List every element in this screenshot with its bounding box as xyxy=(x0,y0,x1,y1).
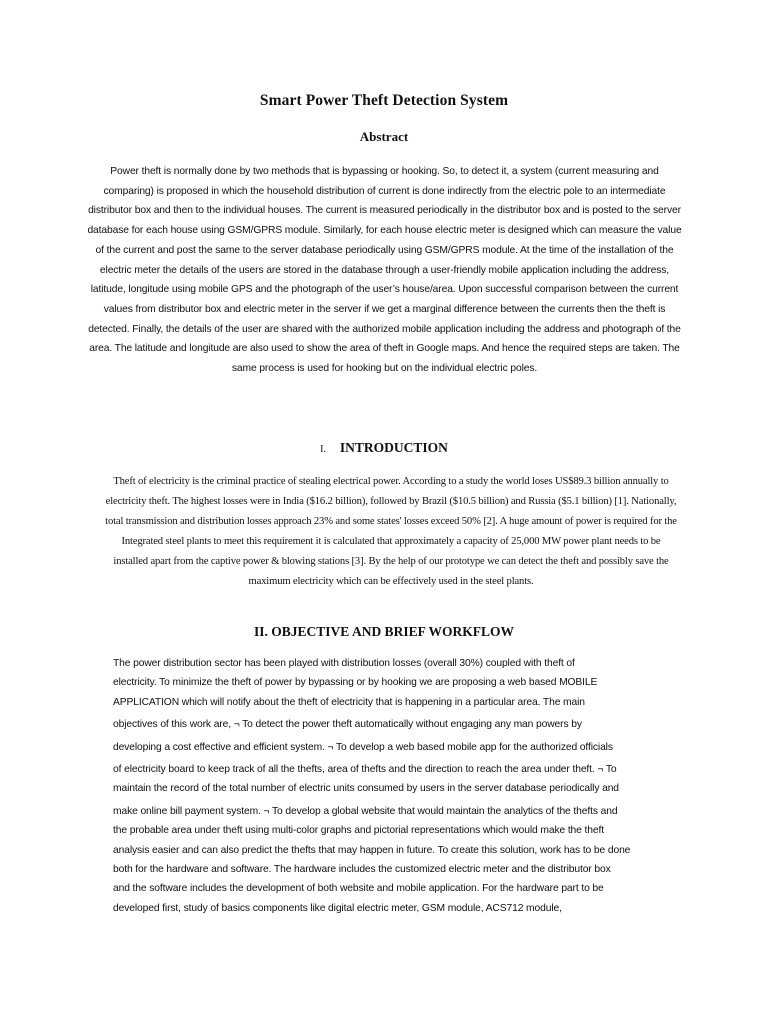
paragraph-line: electricity. To minimize the theft of power by bypassing or by hooking we are proposing a web based MOBILE xyxy=(113,677,598,689)
paragraph-line: APPLICATION which will notify about the theft of electricity that is happening in a particular area. The main xyxy=(113,696,585,708)
objective-heading: II. OBJECTIVE AND BRIEF WORKFLOW xyxy=(254,624,514,639)
paragraph-line: maintain the record of the total number of electric units consumed by users in the server database periodically and xyxy=(113,783,619,795)
paragraph-line: of electricity board to keep track of all the thefts, area of thefts and the direction to reach the area under theft. ¬ To xyxy=(113,764,617,776)
abstract-heading: Abstract xyxy=(359,129,409,144)
objective-paragraph xyxy=(113,654,681,918)
paragraph-line: The power distribution sector has been played with distribution losses (overall 30%) coupled with theft of xyxy=(113,658,575,669)
introduction-paragraph: Theft of electricity is the criminal practice of stealing electrical power. According to a study the world loses US$89.3 billion annually to electricity theft. The highest losses were in India ($16.2 billion), followed by Brazil ($10.5 billion) and Russia ($5.1 billion) [1]. Nationally, total transmission and distribution losses approach 23% and some states' losses exceed 50% [2]. A huge amount of power is required for the Integrated steel plants to meet this requirement it is calculated that approximately a capacity of 25,000 MW power plant needs to be installed apart from the captive power & blowing stations [3]. By the help of our prototype we can detect the theft and possibly save the maximum electricity which can be effectively used in the steel plants. xyxy=(105,476,677,587)
paragraph-line: the probable area under theft using multi-color graphs and pictorial representations which would make the theft xyxy=(113,825,604,837)
paragraph-line: and the software includes the development of both website and mobile application. For the hardware part to be xyxy=(113,883,604,895)
abstract-paragraph: Power theft is normally done by two methods that is bypassing or hooking. So, to detect it, a system (current measuring and comparing) is proposed in which the household distribution of current is done indirectly from the electric pole to an intermediate distributor box and then to the individual houses. The current is measured periodically in the distributor box and is posted to the server database for each house using GSM/GPRS module. Similarly, for each house electric meter is designed which can measure the value of the current and post the same to the server database periodically using GSM/GPRS module. At the time of the installation of the electric meter the details of the users are stored in the database through a user-friendly mobile application including the address, latitude, longitude using mobile GPS and the photograph of the user’s house/area. Upon successful comparison between the current values from distributor box and electric meter in the server if we get a marginal difference between the currents then the theft is detected. Finally, the details of the user are shared with the authorized mobile application including the address and photograph of the area. The latitude and longitude are also used to show the area of theft in Google maps. And hence the required steps are taken. The same process is used for hooking but on the individual electric poles. xyxy=(87,166,682,375)
section-title: INTRODUCTION xyxy=(339,440,448,455)
paragraph-line: both for the hardware and software. The hardware includes the customized electric meter and the distributor box xyxy=(113,864,611,876)
paragraph-line: developed first, study of basics components like digital electric meter, GSM module, ACS712 module, xyxy=(113,902,562,914)
paper-title: Smart Power Theft Detection System xyxy=(259,92,509,109)
introduction-heading xyxy=(0,440,768,456)
paragraph-line: analysis easier and can also predict the thefts that may happen in future. To create this solution, work has to be done xyxy=(113,844,631,856)
paragraph-line: objectives of this work are, ¬ To detect the power theft automatically without engaging any man powers by xyxy=(113,719,582,731)
paragraph-line: developing a cost effective and efficient system. ¬ To develop a web based mobile app for the authorized officials xyxy=(113,741,613,753)
paragraph-line: make online bill payment system. ¬ To develop a global website that would maintain the analytics of the thefts and xyxy=(113,805,618,817)
section-number: I. xyxy=(320,444,326,455)
